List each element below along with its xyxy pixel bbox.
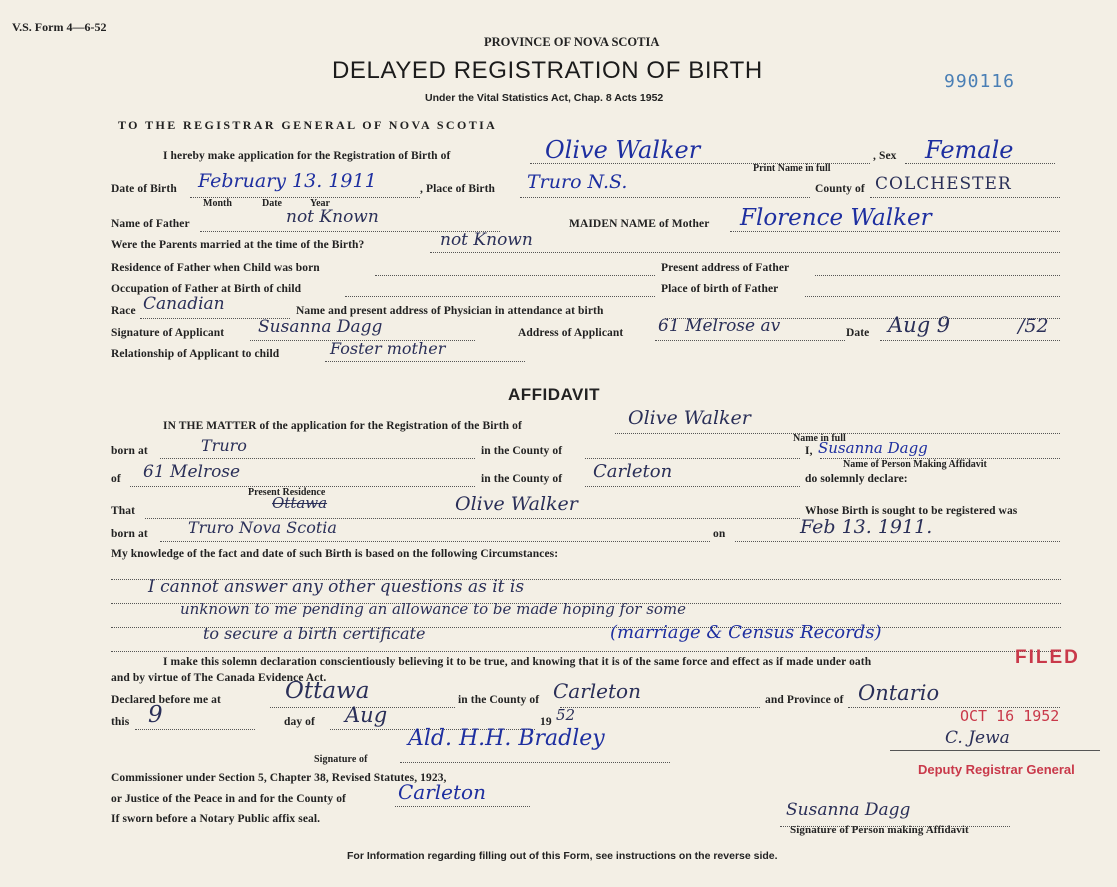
county3-label: in the County of xyxy=(458,694,540,706)
commissioner-county: Carleton xyxy=(398,780,486,804)
on-line xyxy=(735,541,1060,542)
registrar-signature-line xyxy=(890,750,1100,751)
born-at2-label: born at xyxy=(111,528,148,540)
born-at-value: Truro xyxy=(201,436,247,455)
county-of-label: in the County of xyxy=(481,445,563,457)
born-at2-line xyxy=(160,541,710,542)
solemn-declaration-2: and by virtue of The Canada Evidence Act. xyxy=(111,672,327,684)
day-value: 9 xyxy=(148,702,163,728)
matter-label: IN THE MATTER of the application for the Registration of the Birth of xyxy=(163,420,522,432)
mother-line xyxy=(730,231,1060,232)
province-heading: PROVINCE OF NOVA SCOTIA xyxy=(484,35,660,49)
day-of-label: day of xyxy=(284,716,315,728)
county3-value: Carleton xyxy=(553,679,641,703)
circumstance-3b: (marriage & Census Records) xyxy=(610,622,882,643)
mother-label: MAIDEN NAME of Mother xyxy=(569,218,710,230)
notary-label: If sworn before a Notary Public affix seal. xyxy=(111,813,321,825)
place-value: Truro N.S. xyxy=(527,171,628,193)
date-hint: Date xyxy=(262,198,282,209)
province-label: and Province of xyxy=(765,694,844,706)
signature-of-label: Signature of xyxy=(314,754,368,765)
relationship-label: Relationship of Applicant to child xyxy=(111,348,280,360)
father-occupation-label: Occupation of Father at Birth of child xyxy=(111,283,302,295)
child-name: Olive Walker xyxy=(545,136,701,164)
sex-label: , Sex xyxy=(873,150,897,162)
form-title: DELAYED REGISTRATION OF BIRTH xyxy=(332,57,763,84)
declared-at-value: Ottawa xyxy=(285,678,370,704)
father-present-label: Present address of Father xyxy=(661,262,790,274)
married-value: not Known xyxy=(440,230,533,250)
date-line xyxy=(880,340,1060,341)
race-label: Race xyxy=(111,305,136,317)
declared-label: Declared before me at xyxy=(111,694,221,706)
county-label: County of xyxy=(815,183,865,195)
deputy-registrar-stamp: Deputy Registrar General xyxy=(918,762,1075,777)
race-value: Canadian xyxy=(143,294,225,314)
application-date: Aug 9 xyxy=(888,313,951,337)
intro-label: I hereby make application for the Registration of Birth of xyxy=(163,150,451,162)
registration-number: 990116 xyxy=(944,71,1016,92)
father-birthplace-line xyxy=(805,296,1060,297)
circumstance-3: to secure a birth certificate xyxy=(203,624,426,643)
month-value: Aug xyxy=(345,703,388,727)
filed-stamp: FILED xyxy=(1015,647,1080,668)
province-value: Ontario xyxy=(858,681,940,705)
county-of-line xyxy=(585,458,800,459)
deponent-signature: Susanna Dagg xyxy=(786,800,911,820)
father-birthplace-label: Place of birth of Father xyxy=(661,283,779,295)
mother-value: Florence Walker xyxy=(740,205,932,231)
year-prefix: 19 xyxy=(540,716,552,728)
born-at2-value: Truro Nova Scotia xyxy=(188,518,337,537)
that-name: Olive Walker xyxy=(455,493,578,515)
to-registrar-line: TO THE REGISTRAR GENERAL OF NOVA SCOTIA xyxy=(118,118,498,132)
county2-label: in the County of xyxy=(481,473,563,485)
year-value: 52 xyxy=(556,706,576,724)
relationship-value: Foster mother xyxy=(330,339,446,358)
that-label: That xyxy=(111,505,136,517)
applicant-address: 61 Melrose av xyxy=(658,316,781,336)
born-at-label: born at xyxy=(111,445,148,457)
print-name-hint: Print Name in full xyxy=(753,163,831,174)
registrar-signature: C. Jewa xyxy=(945,728,1010,748)
of-label: of xyxy=(111,473,121,485)
applicant-address-label: Address of Applicant xyxy=(518,327,624,339)
on-date: Feb 13. 1911. xyxy=(800,516,933,538)
married-line xyxy=(430,252,1060,253)
place-line xyxy=(520,197,810,198)
applicant-signature: Susanna Dagg xyxy=(258,317,383,337)
knowledge-label: My knowledge of the fact and date of such Birth is based on the following Circumstances: xyxy=(111,548,559,560)
sex-value: Female xyxy=(925,136,1014,164)
affidavit-heading: AFFIDAVIT xyxy=(508,385,601,404)
relationship-line xyxy=(325,361,525,362)
month-hint: Month xyxy=(203,198,232,209)
commissioner-text-1: Commissioner under Section 5, Chapter 38, Revised Statutes, 1923, xyxy=(111,772,447,784)
county-line xyxy=(870,197,1060,198)
county2-line xyxy=(585,486,800,487)
i-label: I, xyxy=(805,445,813,457)
father-label: Name of Father xyxy=(111,218,190,230)
applicant-signature-label: Signature of Applicant xyxy=(111,327,225,339)
date-label: Date xyxy=(846,327,870,339)
dob-value: February 13. 1911 xyxy=(198,170,377,192)
father-residence-label: Residence of Father when Child was born xyxy=(111,262,320,274)
present-residence-hint: Present Residence xyxy=(248,487,326,498)
father-occupation-line xyxy=(345,296,655,297)
commissioner-signature-line xyxy=(400,762,670,763)
whose-birth-label: Whose Birth is sought to be registered was xyxy=(805,505,1018,517)
dob-label: Date of Birth xyxy=(111,183,177,195)
form-subtitle: Under the Vital Statistics Act, Chap. 8 Acts 1952 xyxy=(425,92,664,104)
circumstance-1: I cannot answer any other questions as it is xyxy=(148,577,525,597)
declare-label: do solemnly declare: xyxy=(805,473,908,485)
on-label: on xyxy=(713,528,726,540)
county2-value: Carleton xyxy=(593,461,673,482)
deponent-name: Susanna Dagg xyxy=(818,439,928,457)
filed-date-stamp: OCT 16 1952 xyxy=(960,707,1060,725)
deponent-hint: Name of Person Making Affidavit xyxy=(843,459,987,470)
married-label: Were the Parents married at the time of the Birth? xyxy=(111,239,365,251)
commissioner-text-2: or Justice of the Peace in and for the County of xyxy=(111,793,346,805)
solemn-declaration-1: I make this solemn declaration conscientiously believing it to be true, and knowing that it is of the same force and effect as if made under oath xyxy=(163,656,872,668)
deponent-signature-label: Signature of Person making Affidavit xyxy=(790,824,969,836)
year-hint: Year xyxy=(310,198,330,209)
father-residence-line xyxy=(375,275,655,276)
commissioner-signature: Ald. H.H. Bradley xyxy=(408,726,605,751)
father-value: not Known xyxy=(286,207,379,227)
this-label: this xyxy=(111,716,130,728)
application-date-year: /52 xyxy=(1018,315,1049,337)
that-struck-value: Ottawa xyxy=(272,494,328,512)
day-line xyxy=(135,729,255,730)
county3-line xyxy=(560,707,760,708)
father-present-line xyxy=(815,275,1060,276)
footer-note: For Information regarding filling out of this Form, see instructions on the reverse side. xyxy=(347,850,778,862)
physician-label: Name and present address of Physician in attendance at birth xyxy=(296,305,604,317)
matter-name: Olive Walker xyxy=(628,407,751,429)
born-at-line xyxy=(160,458,475,459)
of-value: 61 Melrose xyxy=(143,462,241,482)
place-label: , Place of Birth xyxy=(420,183,496,195)
circ-line-3 xyxy=(111,651,1061,652)
form-id: V.S. Form 4—6-52 xyxy=(12,20,107,34)
county-value: COLCHESTER xyxy=(875,174,1012,194)
name-full-hint: Name in full xyxy=(793,433,846,444)
applicant-address-line xyxy=(655,340,845,341)
commissioner-county-line xyxy=(395,806,530,807)
circumstance-2: unknown to me pending an allowance to be made hoping for some xyxy=(180,600,687,618)
